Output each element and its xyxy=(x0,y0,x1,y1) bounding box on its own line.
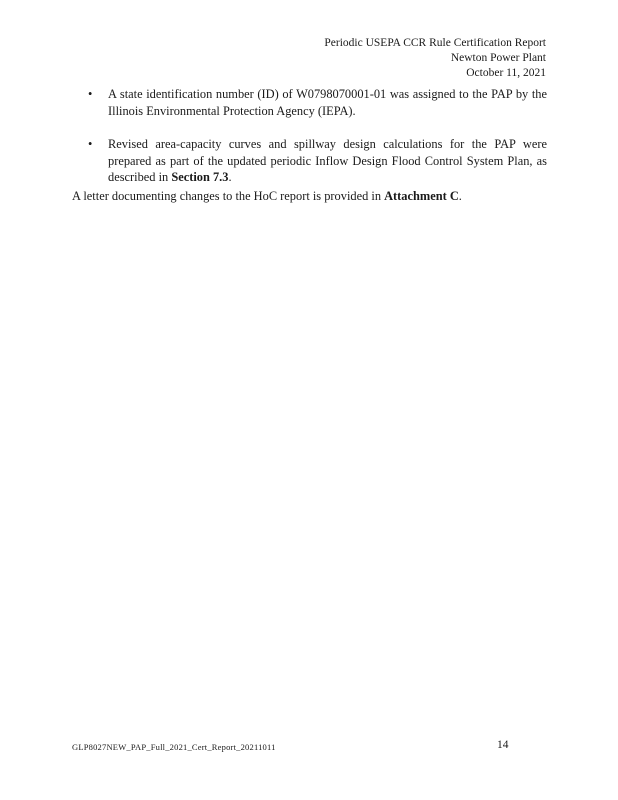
header-plant-name: Newton Power Plant xyxy=(450,52,546,64)
bullet-list xyxy=(72,86,547,203)
bullet-icon: • xyxy=(88,137,93,151)
section-reference: Section 7.3 xyxy=(171,170,229,184)
page-number: 14 xyxy=(497,739,509,751)
header-date: October 11, 2021 xyxy=(466,67,546,79)
bullet-text: Revised area-capacity curves and spillway design calculations for the PAP were prepared as part of the updated periodic Inflow Design Flood Control System Plan, as described in xyxy=(108,137,547,184)
bullet-icon: • xyxy=(88,87,93,101)
footer-file-name: GLP8027NEW_PAP_Full_2021_Cert_Report_20211011 xyxy=(72,742,276,752)
header-report-title: Periodic USEPA CCR Rule Certification Report xyxy=(324,37,546,49)
list-item xyxy=(72,86,547,119)
attachment-reference: Attachment C xyxy=(384,189,459,203)
list-item xyxy=(72,136,547,186)
running-header xyxy=(324,36,546,81)
bullet-text-end: . xyxy=(228,170,232,184)
bullet-text: A state identification number (ID) of W0798070001-01 was assigned to the PAP by the Illinois Environmental Protection Agency (IEPA). xyxy=(108,87,547,118)
paragraph-text-end: . xyxy=(458,189,462,203)
body-paragraph xyxy=(72,188,547,205)
paragraph-text: A letter documenting changes to the HoC report is provided in xyxy=(72,189,385,203)
